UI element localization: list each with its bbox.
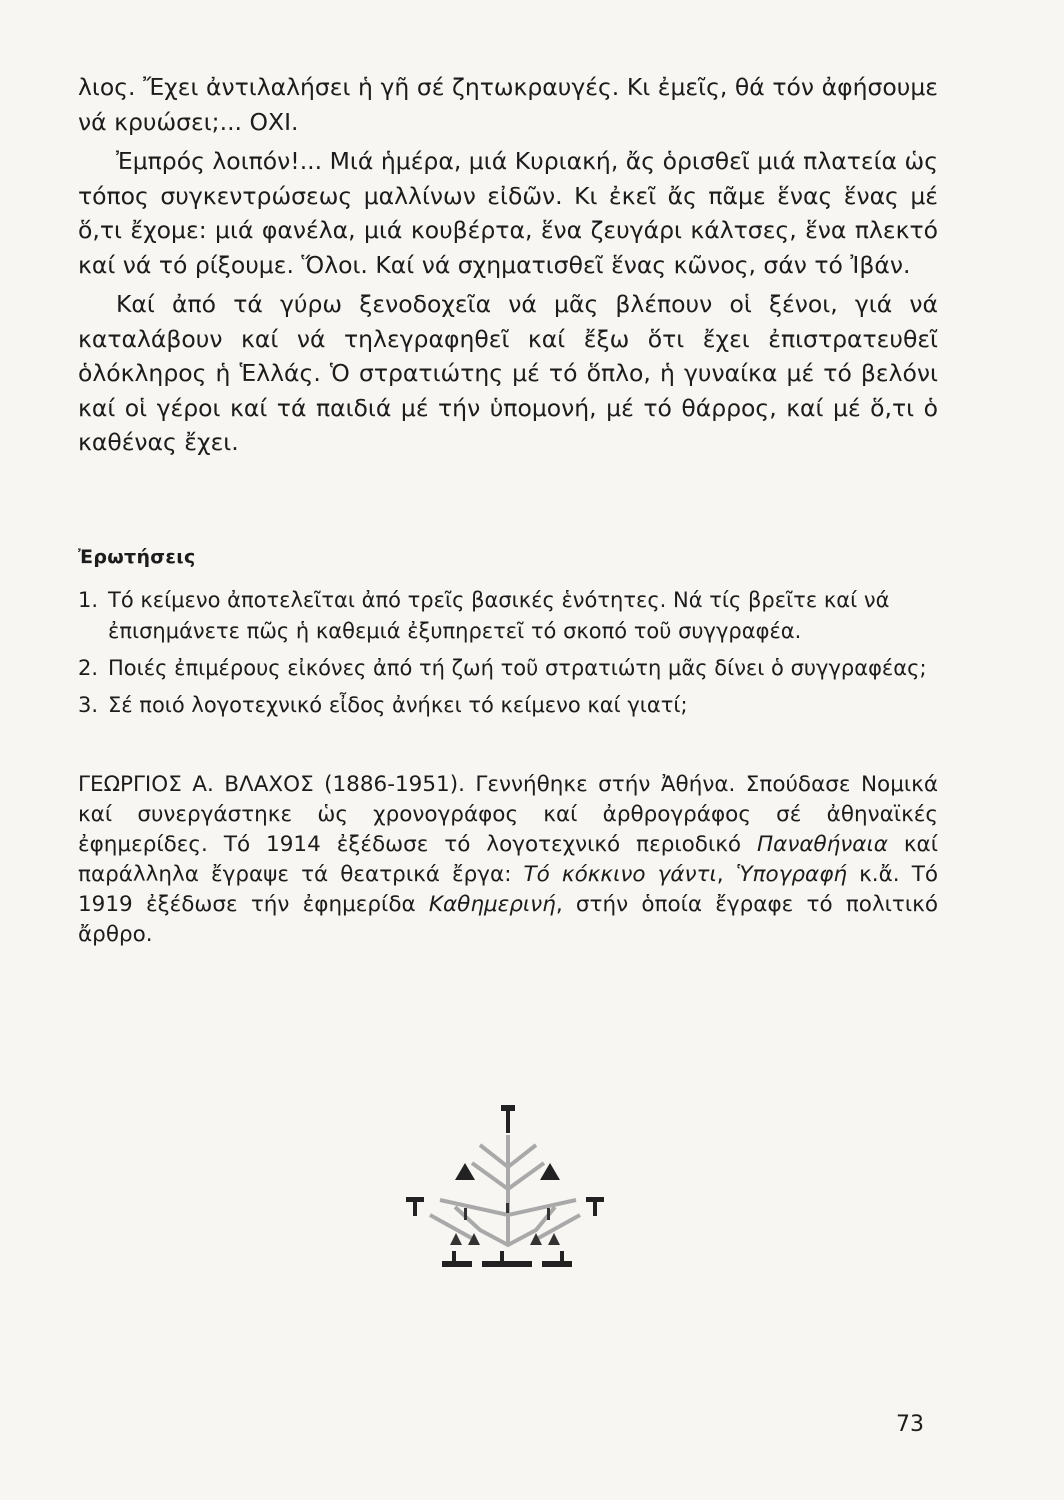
folk-ornament-icon: [400, 1105, 610, 1275]
separator: ,: [716, 862, 736, 887]
question-text: Ποιές ἐπιμέρους εἰκόνες ἀπό τή ζωή τοῦ στρατιώτη μᾶς δίνει ὁ συγγραφέας;: [108, 656, 927, 680]
paragraph: Καί ἀπό τά γύρω ξενοδοχεῖα νά μᾶς βλέπουν οἱ ξένοι, γιά νά καταλάβουν καί νά τηλεγραφηθεῖ καί ἔξω ὅτι ἔχει ἐπιστρατευθεῖ ὁλόκληρος ἡ Ἑλλάς. Ὁ στρατιώτης μέ τό ὅπλο, ἡ γυναίκα μέ τό βελόνι καί οἱ γέροι καί τά παιδιά μέ τήν ὑπομονή, μέ τό θάρρος, καί μέ ὅ,τι ὁ καθένας ἔχει.: [78, 290, 938, 456]
bio-text: , στήν ὁποία ἔγραφε τό πολιτικό ἄρθρο.: [78, 892, 938, 947]
page-number: 73: [896, 1412, 924, 1437]
bio-text: Γεννήθηκε στήν Ἀθήνα. Σπούδασε Νομικά καί συνεργάστηκε ὡς χρονογράφος καί ἀρθρογράφος σέ ἀθηναϊκές ἐφημερίδες. Τό 1914 ἐξέδωσε τό λογοτεχνικό περιοδικό: [78, 772, 938, 857]
author-bio: [78, 770, 938, 950]
author-name: ΓΕΩΡΓΙΟΣ Α. ΒΛΑΧΟΣ (1886-1951).: [78, 772, 465, 797]
question-number: 3.: [78, 693, 99, 717]
question-text: Τό κείμενο ἀποτελεῖται ἀπό τρεῖς βασικές ἑνότητες. Νά τίς βρεῖτε καί νά ἐπισημάνετε πῶς ἡ καθεμιά ἐξυπηρετεῖ τό σκοπό τοῦ συγγραφέα.: [108, 588, 890, 643]
main-text: [78, 70, 938, 465]
question-text: Σέ ποιό λογοτεχνικό εἶδος ἀνήκει τό κείμενο καί γιατί;: [108, 693, 688, 717]
play-title: Τό κόκκινο γάντι: [523, 862, 717, 887]
newspaper-title: Καθημερινή: [428, 892, 556, 917]
question-item: [78, 653, 938, 684]
question-item: [78, 585, 938, 647]
questions-list: [78, 585, 938, 727]
bio-paragraph: [78, 770, 938, 950]
play-title: Ὑπογραφή: [735, 862, 848, 887]
paragraph: λιος. Ἔχει ἀντιλαλήσει ἡ γῆ σέ ζητωκραυγές. Κι ἐμεῖς, θά τόν ἀφήσουμε νά κρυώσει;... ΟΧΙ.: [78, 73, 938, 136]
bio-text: καί παράλληλα ἔγραψε τά θεατρικά ἔργα:: [78, 832, 939, 887]
paragraph: Ἐμπρός λοιπόν!... Μιά ἡμέρα, μιά Κυριακή, ἄς ὁρισθεῖ μιά πλατεία ὡς τόπος συγκεντρώσεως μαλλίνων εἰδῶν. Κι ἐκεῖ ἄς πᾶμε ἕνας ἕνας μέ ὅ,τι ἔχομε: μιά φανέλα, μιά κουβέρτα, ἕνα ζευγάρι κάλτσες, ἕνα πλεκτό καί νά τό ρίξουμε. Ὅλοι. Καί νά σχηματισθεῖ ἕνας κῶνος, σάν τό Ἰβάν.: [78, 147, 938, 279]
questions-heading: Ἐρωτήσεις: [78, 546, 196, 568]
bio-text: κ.ἄ. Τό 1919 ἐξέδωσε τήν ἐφημερίδα: [78, 862, 939, 917]
question-item: [78, 690, 938, 721]
question-number: 2.: [78, 656, 99, 680]
journal-title: Παναθήναια: [757, 832, 888, 857]
question-number: 1.: [78, 588, 99, 612]
